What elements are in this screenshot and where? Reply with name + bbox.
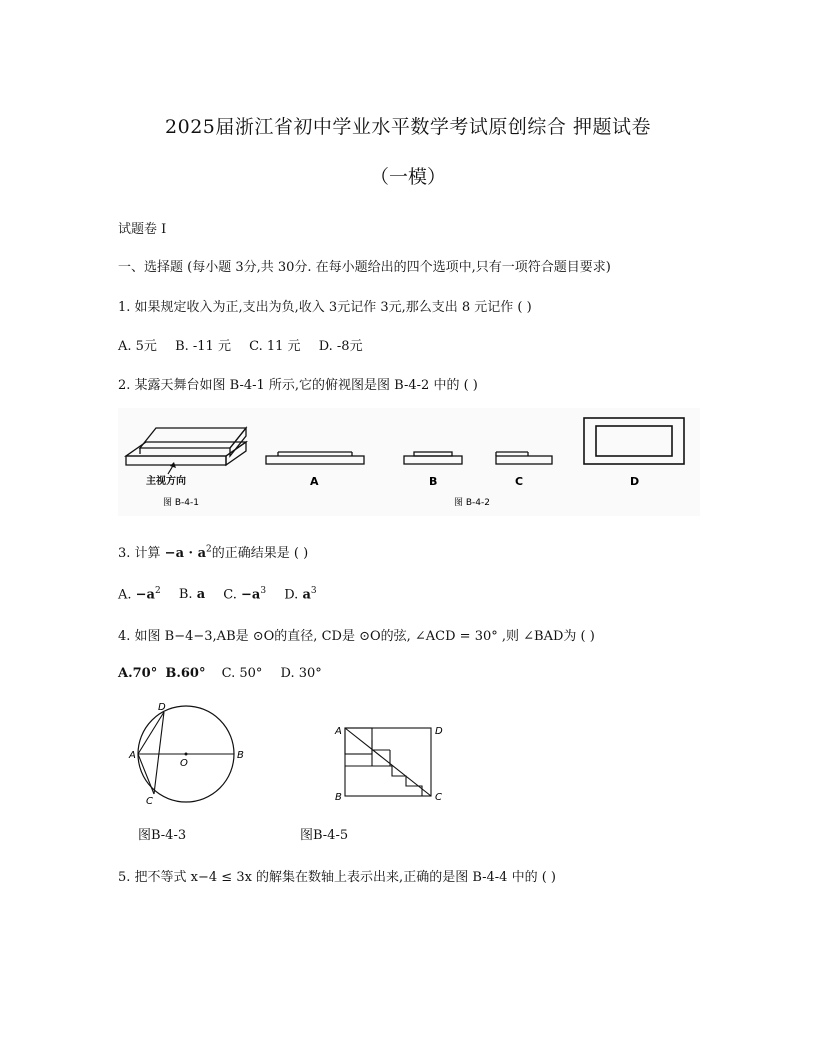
label-o: O — [180, 758, 188, 769]
label-b: B — [237, 750, 244, 761]
page-subtitle: （一模） — [369, 166, 446, 188]
q3-option-a: A. $-a^2$ — [118, 586, 161, 603]
paper-label: 试题卷 I — [118, 222, 167, 237]
q4-options — [118, 666, 336, 681]
page-title: 2025届浙江省初中学业水平数学考试原创综合 押题试卷 — [165, 116, 651, 138]
fig3-caption: 图B-4-3 — [138, 828, 187, 843]
q4-option-b: B.60° — [165, 666, 206, 681]
choice-label-a: A — [310, 475, 319, 488]
rect-label-c: C — [435, 792, 442, 803]
part-heading: 一、选择题 (每小题 3分,共 30分. 在每小题给出的四个选项中,只有一项符合题目要求) — [118, 260, 611, 275]
choice-label-d: D — [630, 475, 640, 488]
q3-stem-prefix: 3. 计算 — [118, 546, 165, 561]
q1-options — [118, 335, 377, 354]
choice-label-c: C — [515, 475, 524, 488]
q3-option-d: D. $a^3$ — [284, 586, 317, 603]
fig-direction-label: 主视方向 — [146, 476, 186, 487]
fig1-caption: 图 B-4-1 — [163, 498, 199, 508]
figure-b-4-3-circle — [126, 700, 246, 810]
q3-option-c: C. $-a^3$ — [223, 586, 267, 603]
q4-stem: 4. 如图 B−4−3,AB是 ⊙O的直径, CD是 ⊙O的弦, ∠ACD = 30° ,则 ∠BAD为 ( ) — [118, 629, 595, 644]
q1-option-b: B. -11 元 — [175, 339, 231, 354]
q4-option-d: D. 30° — [280, 666, 322, 681]
rect-label-d: D — [435, 726, 443, 737]
figure-b-4-5-rectangle — [330, 720, 450, 804]
rect-label-a: A — [335, 726, 342, 737]
q4-option-a: A.70° — [118, 666, 158, 681]
q3-stem-suffix: 的正确结果是 ( ) — [211, 546, 309, 561]
q4-option-c: C. 50° — [221, 666, 263, 681]
q2-stem: 2. 某露天舞台如图 B-4-1 所示,它的俯视图是图 B-4-2 中的 ( ) — [118, 378, 478, 393]
label-a: A — [129, 750, 136, 761]
chord-ac — [138, 754, 154, 794]
q3-option-b: B. a — [178, 587, 206, 603]
label-d: D — [158, 702, 166, 713]
label-c: C — [146, 796, 153, 807]
q1-option-c: C. 11 元 — [249, 339, 301, 354]
q3-options — [118, 586, 331, 602]
chord-cd — [154, 712, 164, 794]
q3-stem — [118, 542, 308, 561]
q1-stem: 1. 如果规定收入为正,支出为负,收入 3元记作 3元,那么支出 8 元记作 ( ) — [118, 300, 532, 315]
q3-expression: −a · a — [164, 546, 206, 561]
rect-figure-lines — [345, 728, 431, 796]
center-point — [185, 753, 188, 756]
q3-expression-exponent: 2 — [206, 544, 212, 555]
fig2-caption: 图 B-4-2 — [454, 498, 490, 508]
choice-label-b: B — [429, 475, 438, 488]
q1-option-a: A. 5元 — [118, 339, 157, 354]
fig5-caption: 图B-4-5 — [300, 828, 349, 843]
q5-stem: 5. 把不等式 x−4 ≤ 3x 的解集在数轴上表示出来,正确的是图 B-4-4 中的 ( ) — [118, 870, 556, 885]
figure-b-4-1-and-b-4-2 — [118, 408, 700, 516]
rect-label-b: B — [335, 792, 342, 803]
q1-option-d: D. -8元 — [318, 339, 363, 354]
